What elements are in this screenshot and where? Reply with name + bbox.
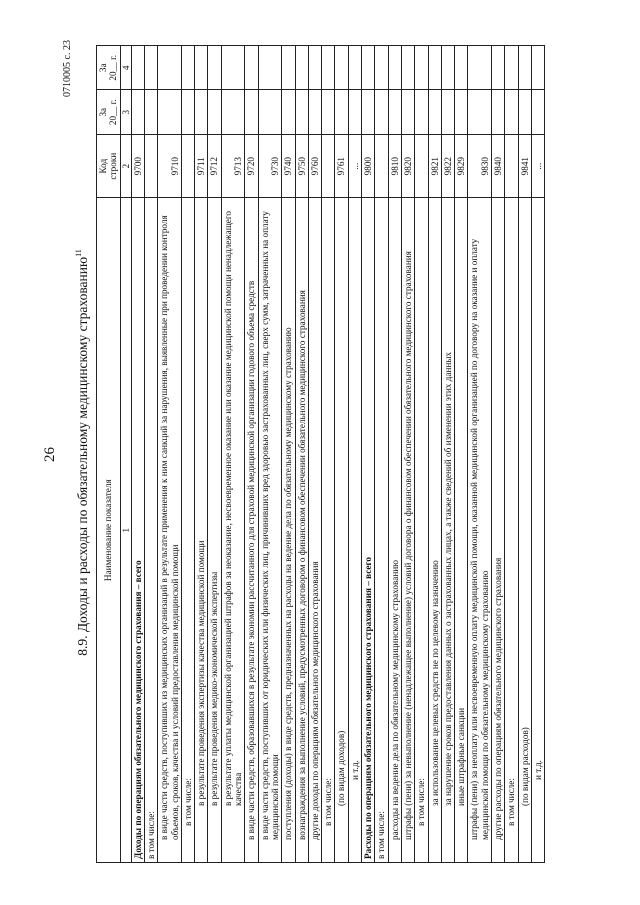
table-row <box>131 46 144 863</box>
row-code: 9720 <box>245 134 258 197</box>
row-value[interactable] <box>428 90 441 134</box>
row-name: в виде части средств, поступивших от юридических или физических лиц, причинивших вред здоровью застрахованных лиц, сверх сумм, затраченных на оплату медицинской помощи <box>258 198 282 863</box>
row-code <box>415 134 428 197</box>
form-code: 0710005 с. 23 <box>62 40 73 97</box>
row-code: 9821 <box>428 134 441 197</box>
row-value[interactable] <box>308 46 321 90</box>
table-row <box>505 46 518 863</box>
header-code <box>97 134 121 197</box>
row-code: 9822 <box>441 134 454 197</box>
colnum-2: 2 <box>120 134 131 197</box>
row-name: за использование целевых средств не по целевому назначению <box>428 198 441 863</box>
table-row <box>221 46 245 863</box>
row-code: 9760 <box>308 134 321 197</box>
row-value[interactable] <box>388 90 401 134</box>
row-code: 9820 <box>401 134 414 197</box>
row-name: в том числе: <box>505 198 518 863</box>
row-code: 9711 <box>195 134 208 197</box>
row-value[interactable] <box>401 90 414 134</box>
row-value[interactable] <box>505 46 518 90</box>
table-row <box>245 46 258 863</box>
row-value[interactable] <box>308 90 321 134</box>
row-value[interactable] <box>181 46 194 90</box>
table-row <box>531 46 544 863</box>
row-value[interactable] <box>221 90 245 134</box>
row-name: в результате проведения экспертизы качества медицинской помощи <box>195 198 208 863</box>
table-row <box>375 46 388 863</box>
row-value[interactable] <box>131 46 144 90</box>
row-name: в результате проведения медико-экономической экспертизы <box>208 198 221 863</box>
row-name: другие расходы по операциям обязательного медицинского страхования <box>491 198 504 863</box>
header-period-2 <box>97 46 121 90</box>
table-row <box>491 46 504 863</box>
row-value[interactable] <box>348 46 361 90</box>
row-value[interactable] <box>195 90 208 134</box>
table-row <box>181 46 194 863</box>
header-period2-line1: За <box>98 63 108 73</box>
row-value[interactable] <box>375 90 388 134</box>
row-value[interactable] <box>258 90 282 134</box>
section-title <box>74 0 91 905</box>
table-row <box>208 46 221 863</box>
row-name: штрафы (пени) за невыполнение (ненадлежащее выполнение) условий договора о финансовом обеспечении обязательного медицинского страхования <box>401 198 414 863</box>
row-code <box>181 134 194 197</box>
row-value[interactable] <box>295 46 308 90</box>
row-code: 9841 <box>518 134 531 197</box>
row-name: расходы на ведение дела по обязательному медицинскому страхованию <box>388 198 401 863</box>
row-name: в том числе: <box>144 198 157 863</box>
row-value[interactable] <box>531 90 544 134</box>
row-name: штрафы (пени) за неоплату или несвоевременную оплату медицинской помощи, оказанной медицинской организацией по договору на оказание и оплату медицинской помощи по обязательному медицинскому страхованию <box>468 198 492 863</box>
row-value[interactable] <box>181 90 194 134</box>
row-value[interactable] <box>441 46 454 90</box>
row-name: (по видам доходов) <box>335 198 348 863</box>
row-code: 9740 <box>282 134 295 197</box>
row-name: поступления (доходы) в виде средств, предназначенных на расходы на ведение дела по обязательному медицинскому страхованию <box>282 198 295 863</box>
row-code: 9829 <box>455 134 468 197</box>
row-value[interactable] <box>295 90 308 134</box>
header-code-line2: строки <box>108 152 119 180</box>
row-name: (по видам расходов) <box>518 198 531 863</box>
table-row <box>401 46 414 863</box>
row-value[interactable] <box>518 90 531 134</box>
header-period1-line1: За <box>98 107 108 117</box>
row-name: в том числе: <box>181 198 194 863</box>
table-row <box>308 46 321 863</box>
colnum-4: 4 <box>120 46 131 90</box>
row-code: 9810 <box>388 134 401 197</box>
row-value[interactable] <box>158 46 182 90</box>
table-row <box>441 46 454 863</box>
row-value[interactable] <box>401 46 414 90</box>
row-code: 9750 <box>295 134 308 197</box>
row-value[interactable] <box>158 90 182 134</box>
row-value[interactable] <box>348 90 361 134</box>
row-value[interactable] <box>282 46 295 90</box>
row-name: Расходы по операциям обязательного медицинского страхования – всего <box>362 198 375 863</box>
table-row <box>258 46 282 863</box>
row-code: 9761 <box>335 134 348 197</box>
row-value[interactable] <box>468 90 492 134</box>
table-row <box>158 46 182 863</box>
row-value[interactable] <box>322 90 335 134</box>
row-name: в виде части средств, образовавшихся в результате экономии рассчитанного для страховой медицинской организации годового объема средств <box>245 198 258 863</box>
row-value[interactable] <box>362 46 375 90</box>
row-code: ... <box>531 134 544 197</box>
header-period1-line2: 20__ г. <box>108 99 119 126</box>
table-row <box>388 46 401 863</box>
row-value[interactable] <box>144 90 157 134</box>
table-row <box>518 46 531 863</box>
row-value[interactable] <box>441 90 454 134</box>
header-code-line1: Код <box>98 158 108 174</box>
table-row <box>455 46 468 863</box>
table-row <box>295 46 308 863</box>
row-name: и т.д. <box>531 198 544 863</box>
row-name: в том числе: <box>415 198 428 863</box>
column-number-row <box>120 46 131 863</box>
row-value[interactable] <box>468 46 492 90</box>
header-period2-line2: 20__ г. <box>108 54 119 81</box>
row-value[interactable] <box>144 46 157 90</box>
row-value[interactable] <box>375 46 388 90</box>
colnum-3: 3 <box>120 90 131 134</box>
row-name: за нарушение сроков предоставления данных о застрахованных лицах, а также сведений об изменении этих данных <box>441 198 454 863</box>
page-number: 26 <box>42 447 58 462</box>
row-value[interactable] <box>195 46 208 90</box>
table-row <box>282 46 295 863</box>
header-row <box>97 46 121 863</box>
row-code: 9713 <box>221 134 245 197</box>
table-row <box>144 46 157 863</box>
table-row <box>428 46 441 863</box>
row-name: Доходы по операциям обязательного медицинского страхования – всего <box>131 198 144 863</box>
row-code <box>375 134 388 197</box>
row-value[interactable] <box>428 46 441 90</box>
row-value[interactable] <box>131 90 144 134</box>
row-code: 9712 <box>208 134 221 197</box>
row-value[interactable] <box>455 46 468 90</box>
colnum-1: 1 <box>120 198 131 863</box>
row-value[interactable] <box>335 90 348 134</box>
row-value[interactable] <box>221 46 245 90</box>
row-value[interactable] <box>335 46 348 90</box>
table-row <box>335 46 348 863</box>
row-name: в результате уплаты медицинской организацией штрафов за неоказание, несвоевременное оказание или оказание медицинской помощи ненадлежащего качества <box>221 198 245 863</box>
row-value[interactable] <box>245 46 258 90</box>
row-name: в том числе: <box>375 198 388 863</box>
row-name: в виде части средств, поступивших из медицинских организаций в результате применения к ним санкций за нарушения, выявленные при проведении контроля объемов, сроков, качества и условий предоставления медицинской помощи <box>158 198 182 863</box>
table-row <box>468 46 492 863</box>
row-value[interactable] <box>208 46 221 90</box>
row-value[interactable] <box>531 46 544 90</box>
row-value[interactable] <box>415 46 428 90</box>
row-name: иные штрафные санкции <box>455 198 468 863</box>
row-name: и т.д. <box>348 198 361 863</box>
row-value[interactable] <box>388 46 401 90</box>
row-code: ... <box>348 134 361 197</box>
row-code <box>322 134 335 197</box>
row-code: 9710 <box>158 134 182 197</box>
row-value[interactable] <box>245 90 258 134</box>
title-footnote: 11 <box>74 249 83 257</box>
row-code: 9800 <box>362 134 375 197</box>
row-value[interactable] <box>491 46 504 90</box>
row-code <box>144 134 157 197</box>
row-name: в том числе: <box>322 198 335 863</box>
row-code: 9730 <box>258 134 282 197</box>
title-text: 8.9. Доходы и расходы по обязательному медицинскому страхованию <box>75 256 90 656</box>
row-value[interactable] <box>208 90 221 134</box>
row-value[interactable] <box>362 90 375 134</box>
table-row <box>415 46 428 863</box>
row-name: вознаграждения за выполнение условий, предусмотренных договором о финансовом обеспечении обязательного медицинского страхования <box>295 198 308 863</box>
table-row <box>362 46 375 863</box>
header-period-1 <box>97 90 121 134</box>
row-value[interactable] <box>258 46 282 90</box>
row-code: 9700 <box>131 134 144 197</box>
row-code: 9830 <box>468 134 492 197</box>
table-row <box>322 46 335 863</box>
income-expense-table <box>96 45 545 863</box>
row-value[interactable] <box>415 90 428 134</box>
row-code <box>505 134 518 197</box>
row-value[interactable] <box>282 90 295 134</box>
row-value[interactable] <box>505 90 518 134</box>
row-value[interactable] <box>322 46 335 90</box>
row-code: 9840 <box>491 134 504 197</box>
row-value[interactable] <box>518 46 531 90</box>
row-value[interactable] <box>455 90 468 134</box>
header-name: Наименование показателя <box>97 198 121 863</box>
row-name: другие доходы по операциям обязательного медицинского страхования <box>308 198 321 863</box>
table-row <box>348 46 361 863</box>
table-row <box>195 46 208 863</box>
row-value[interactable] <box>491 90 504 134</box>
